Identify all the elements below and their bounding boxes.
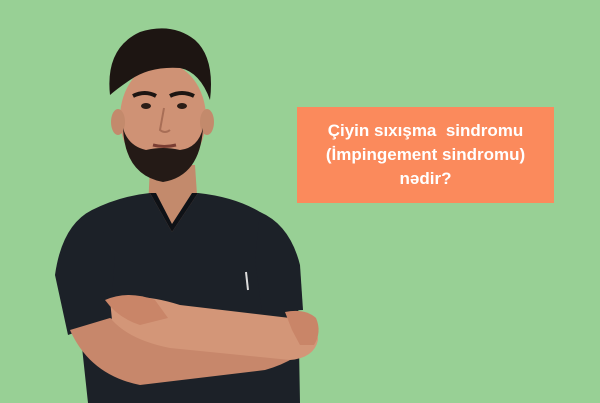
right-eye: [177, 103, 187, 109]
title-line-3: nədir?: [399, 169, 452, 188]
title-line-1: Çiyin sıxışma sindromu: [327, 121, 524, 140]
mouth: [153, 145, 176, 147]
left-ear: [111, 109, 125, 135]
left-eye: [141, 103, 151, 109]
title-line-2: (İmpingement sindromu): [325, 145, 526, 164]
right-sleeve: [255, 212, 303, 312]
right-ear: [200, 109, 214, 135]
title-banner: [297, 107, 554, 203]
